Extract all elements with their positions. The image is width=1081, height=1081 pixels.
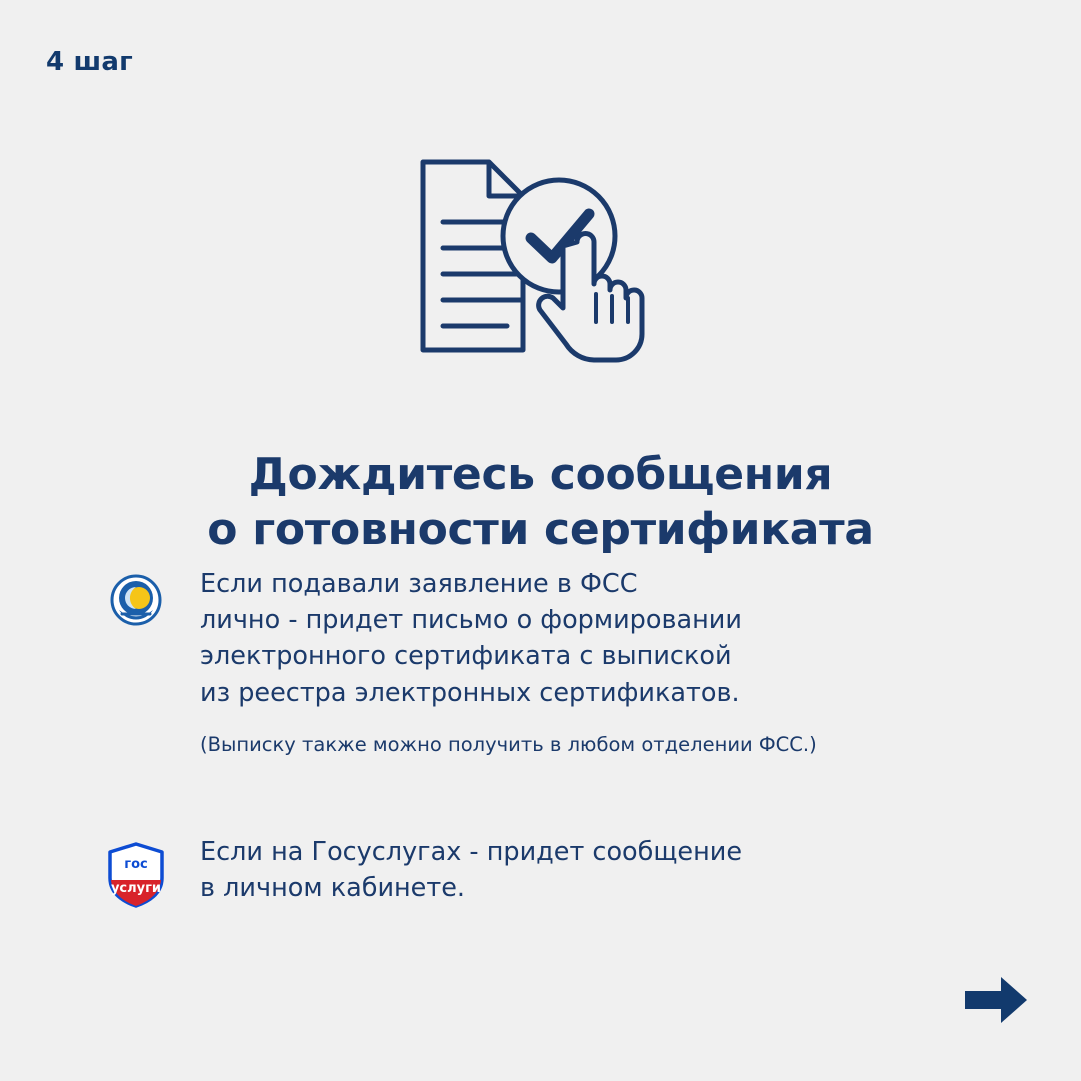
title-line-2: о готовности сертификата <box>207 504 874 556</box>
title-line-1: Дождитесь сообщения <box>248 449 833 501</box>
gosuslugi-text-bottom: услуги <box>110 881 162 897</box>
document-check-click-icon <box>411 150 671 385</box>
list-item-note: (Выписку также можно получить в любом отделении ФСС.) <box>200 732 817 756</box>
fss-logo-wrap <box>104 566 168 626</box>
list-item-text <box>200 834 1021 906</box>
list-item <box>0 834 1081 908</box>
gosuslugi-logo-wrap <box>104 834 168 908</box>
bullet-list <box>0 566 1081 908</box>
step-label: 4 шаг <box>46 47 133 77</box>
next-arrow-button[interactable] <box>965 977 1027 1023</box>
page-title <box>0 447 1081 557</box>
list-item-body <box>200 834 1021 906</box>
text-line: лично - придет письмо о формировании <box>200 605 742 636</box>
next-arrow-icon[interactable] <box>965 977 1027 1023</box>
text-line: электронного сертификата с выпиской <box>200 641 732 672</box>
list-item-body <box>200 566 1021 758</box>
text-line: из реестра электронных сертификатов. <box>200 677 740 708</box>
fss-logo-icon <box>110 574 162 626</box>
list-item <box>0 566 1081 758</box>
list-item-text <box>200 566 1021 711</box>
gosuslugi-logo-icon <box>106 842 166 908</box>
text-line: Если подавали заявление в ФСС <box>200 569 638 599</box>
gosuslugi-text-top: гос <box>124 857 148 873</box>
text-line: Если на Госуслугах - придет сообщение <box>200 837 743 868</box>
text-line: в личном кабинете. <box>200 873 466 904</box>
hero-illustration <box>0 150 1081 385</box>
